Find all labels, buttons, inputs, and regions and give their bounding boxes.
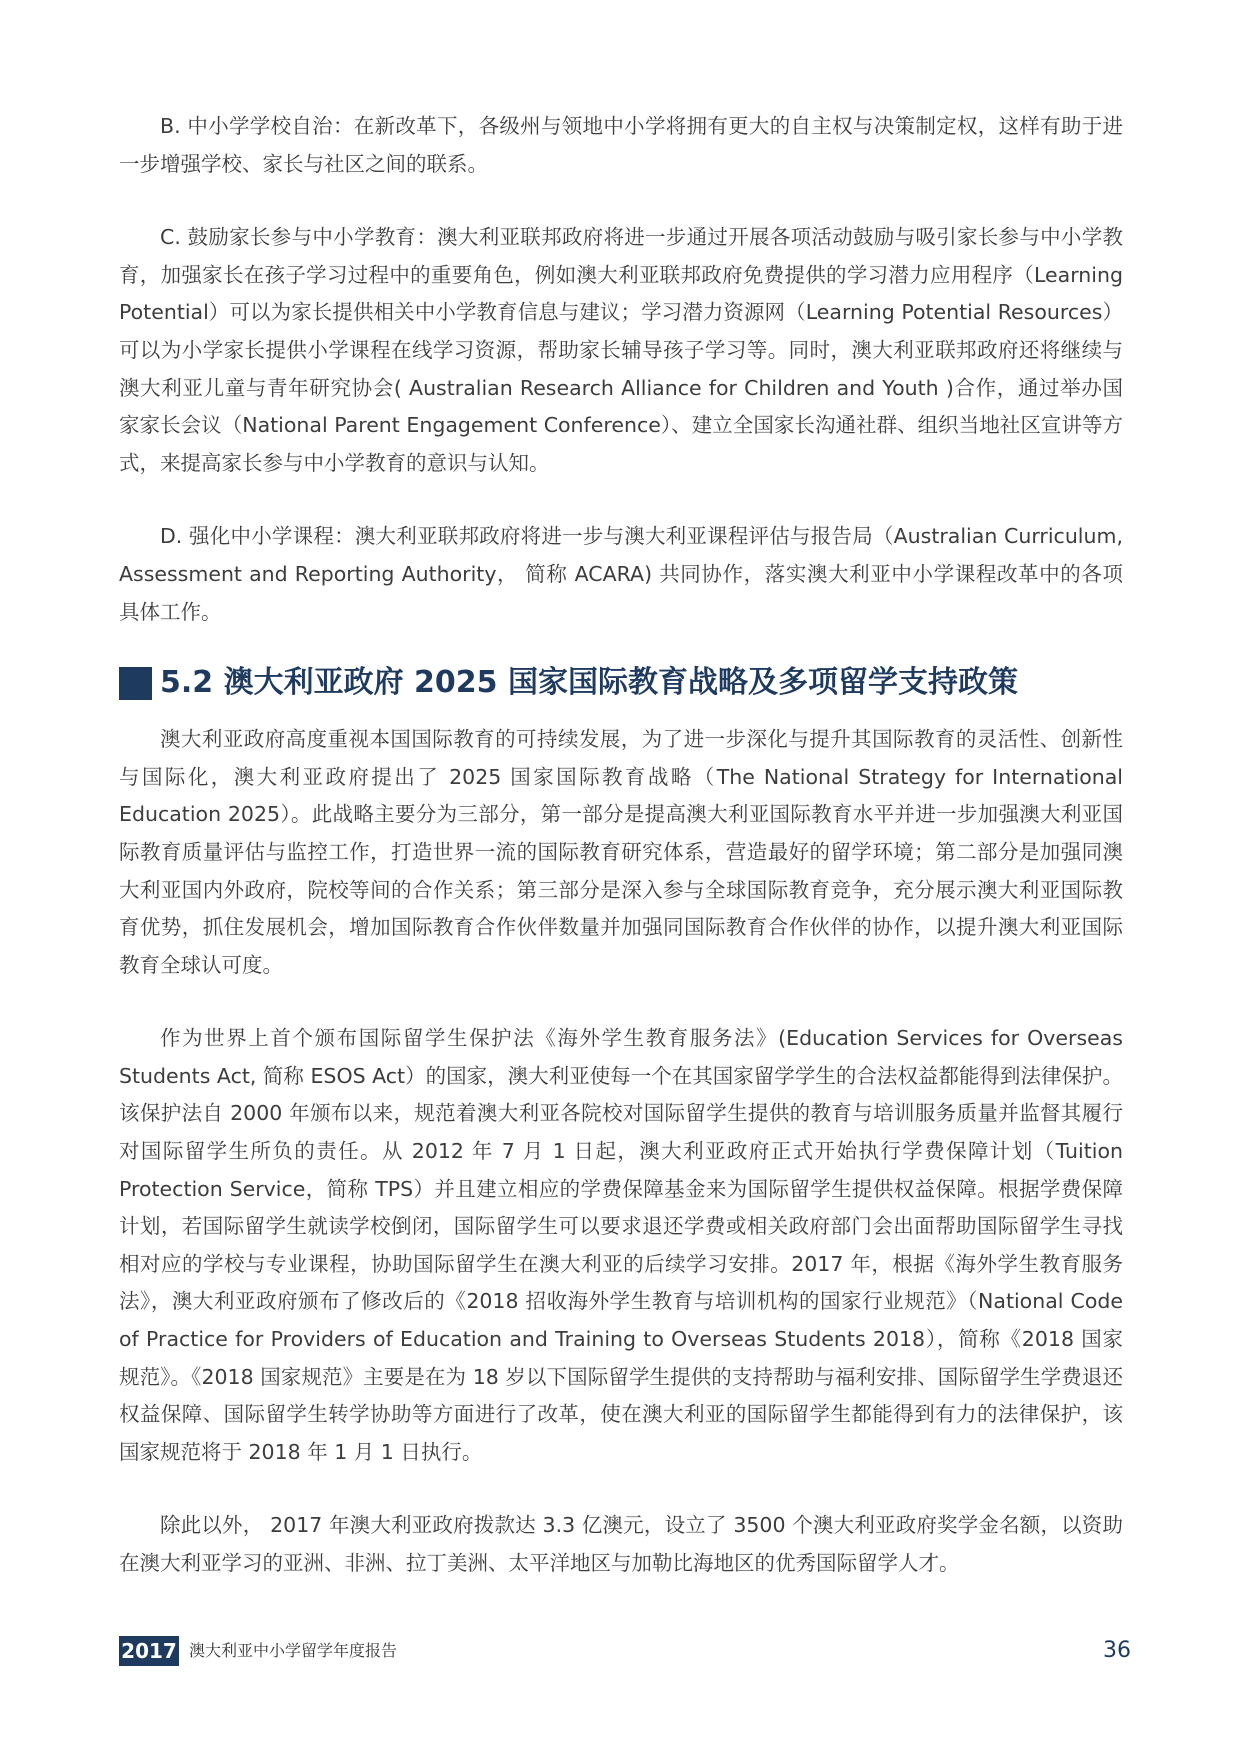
page-content	[119, 108, 1123, 1619]
footer-report-title: 澳大利亚中小学留学年度报告	[189, 1641, 398, 1660]
paragraph-d-curriculum: D. 强化中小学课程：澳大利亚联邦政府将进一步与澳大利亚课程评估与报告局（Australian Curriculum, Assessment and Reporting Authority， 简称 ACARA) 共同协作，落实澳大利亚中小学课程改革中的各项具体工作。	[119, 524, 1123, 624]
paragraph-scholarships: 除此以外， 2017 年澳大利亚政府拨款达 3.3 亿澳元，设立了 3500 个澳大利亚政府奖学金名额，以资助在澳大利亚学习的亚洲、非洲、拉丁美洲、太平洋地区与加勒比海地区的优秀国际留学人才。	[119, 1513, 1123, 1575]
section-heading	[119, 663, 1123, 703]
paragraph-b-school-autonomy: B. 中小学学校自治：在新改革下，各级州与领地中小学将拥有更大的自主权与决策制定权，这样有助于进一步增强学校、家长与社区之间的联系。	[119, 114, 1123, 176]
footer-year-badge: 2017	[119, 1636, 179, 1666]
section-marker-square-icon	[119, 667, 152, 700]
page-footer	[119, 1636, 1131, 1668]
paragraph-esos-act: 作为世界上首个颁布国际留学生保护法《海外学生教育服务法》(Education Services for Overseas Students Act, 简称 ESOS Act）的国家，澳大利亚使每一个在其国家留学学生的合法权益都能得到法律保护。该保护法自 2000 年颁布以来，规范着澳大利亚各院校对国际留学生提供的教育与培训服务质量并监督其履行对国际留学生所负的责任。从 2012 年 7 月 1 日起，澳大利亚政府正式开始执行学费保障计划（Tuition Protection Service，简称 TPS）并且建立相应的学费保障基金来为国际留学生提供权益保障。根据学费保障计划，若国际留学生就读学校倒闭，国际留学生可以要求退还学费或相关政府部门会出面帮助国际留学生寻找相对应的学校与专业课程，协助国际留学生在澳大利亚的后续学习安排。2017 年，根据《海外学生教育服务法》，澳大利亚政府颁布了修改后的《2018 招收海外学生教育与培训机构的国家行业规范》（National Code of Practice for Providers of Education and Training to Overseas Students 2018），简称《2018 国家规范》。《2018 国家规范》主要是在为 18 岁以下国际留学生提供的支持帮助与福利安排、国际留学生学费退还权益保障、国际留学生转学协助等方面进行了改革，使在澳大利亚的国际留学生都能得到有力的法律保护，该国家规范将于 2018 年 1 月 1 日执行。	[119, 1026, 1123, 1464]
section-title: 5.2 澳大利亚政府 2025 国家国际教育战略及多项留学支持政策	[160, 665, 1018, 701]
page-number: 36	[1103, 1638, 1131, 1663]
paragraph-c-parent-engagement: C. 鼓励家长参与中小学教育：澳大利亚联邦政府将进一步通过开展各项活动鼓励与吸引家长参与中小学教育，加强家长在孩子学习过程中的重要角色，例如澳大利亚联邦政府免费提供的学习潜力应用程序（Learning Potential）可以为家长提供相关中小学教育信息与建议；学习潜力资源网（Learning Potential Resources）可以为小学家长提供小学课程在线学习资源，帮助家长辅导孩子学习等。同时，澳大利亚联邦政府还将继续与澳大利亚儿童与青年研究协会( Australian Research Alliance for Children and Youth )合作，通过举办国家家长会议（National Parent Engagement Conference）、建立全国家长沟通社群、组织当地社区宣讲等方式，来提高家长参与中小学教育的意识与认知。	[119, 225, 1123, 475]
paragraph-international-strategy: 澳大利亚政府高度重视本国国际教育的可持续发展，为了进一步深化与提升其国际教育的灵活性、创新性与国际化，澳大利亚政府提出了 2025 国家国际教育战略（The National Strategy for International Education 2025）。此战略主要分为三部分，第一部分是提高澳大利亚国际教育水平并进一步加强澳大利亚国际教育质量评估与监控工作，打造世界一流的国际教育研究体系，营造最好的留学环境；第二部分是加强同澳大利亚国内外政府，院校等间的合作关系；第三部分是深入参与全球国际教育竞争，充分展示澳大利亚国际教育优势，抓住发展机会，增加国际教育合作伙伴数量并加强同国际教育合作伙伴的协作，以提升澳大利亚国际教育全球认可度。	[119, 727, 1123, 977]
